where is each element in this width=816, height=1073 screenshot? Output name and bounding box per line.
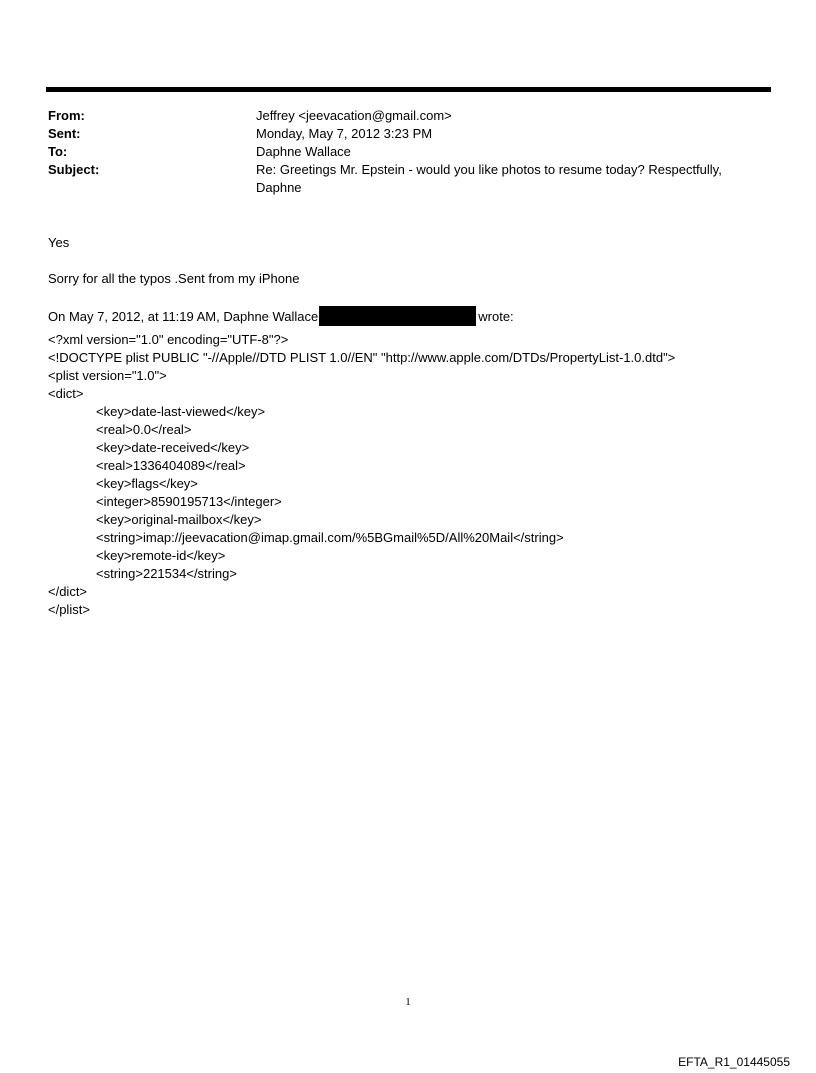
plist-line: <string>221534</string> [96, 566, 237, 581]
signature-text: Sorry for all the typos .Sent from my iPhone [48, 271, 300, 286]
plist-line: <key>original-mailbox</key> [96, 512, 262, 527]
quote-suffix: wrote: [478, 309, 514, 324]
plist-line: <integer>8590195713</integer> [96, 494, 282, 509]
header-rule [46, 87, 771, 92]
subject-row [48, 161, 748, 197]
document-id: EFTA_R1_01445055 [678, 1055, 790, 1069]
subject-value: Re: Greetings Mr. Epstein - would you like photos to resume today? Respectfully, Daphne [256, 162, 722, 195]
page-number: 1 [405, 996, 411, 1008]
quote-line [48, 306, 514, 326]
plist-line: <key>flags</key> [96, 476, 198, 491]
sent-row [48, 125, 748, 143]
plist-line: <!DOCTYPE plist PUBLIC "-//Apple//DTD PLIST 1.0//EN" "http://www.apple.com/DTDs/PropertyList-1.0.dtd"> [48, 350, 676, 365]
from-label: From: [48, 108, 85, 123]
sent-value: Monday, May 7, 2012 3:23 PM [256, 126, 433, 141]
plist-line: <string>imap://jeevacation@imap.gmail.com/%5BGmail%5D/All%20Mail</string> [96, 530, 564, 545]
plist-line: <plist version="1.0"> [48, 368, 167, 383]
plist-line: <dict> [48, 386, 84, 401]
to-label: To: [48, 144, 68, 159]
plist-line: </plist> [48, 602, 90, 617]
plist-line: <key>date-received</key> [96, 440, 250, 455]
quote-prefix: On May 7, 2012, at 11:19 AM, Daphne Wallace [48, 309, 319, 324]
plist-line: <real>1336404089</real> [96, 458, 246, 473]
to-value: Daphne Wallace [256, 144, 351, 159]
plist-line: <key>date-last-viewed</key> [96, 404, 266, 419]
plist-line: </dict> [48, 584, 88, 599]
plist-line: <real>0.0</real> [96, 422, 192, 437]
plist-block [48, 331, 675, 619]
subject-label: Subject: [48, 162, 100, 177]
from-row [48, 107, 748, 125]
sent-label: Sent: [48, 126, 81, 141]
redaction-bar [319, 306, 476, 326]
from-value: Jeffrey <jeevacation@gmail.com> [256, 108, 452, 123]
reply-text: Yes [48, 235, 70, 250]
to-row [48, 143, 748, 161]
email-header [48, 107, 748, 197]
plist-line: <?xml version="1.0" encoding="UTF-8"?> [48, 332, 289, 347]
plist-line: <key>remote-id</key> [96, 548, 226, 563]
